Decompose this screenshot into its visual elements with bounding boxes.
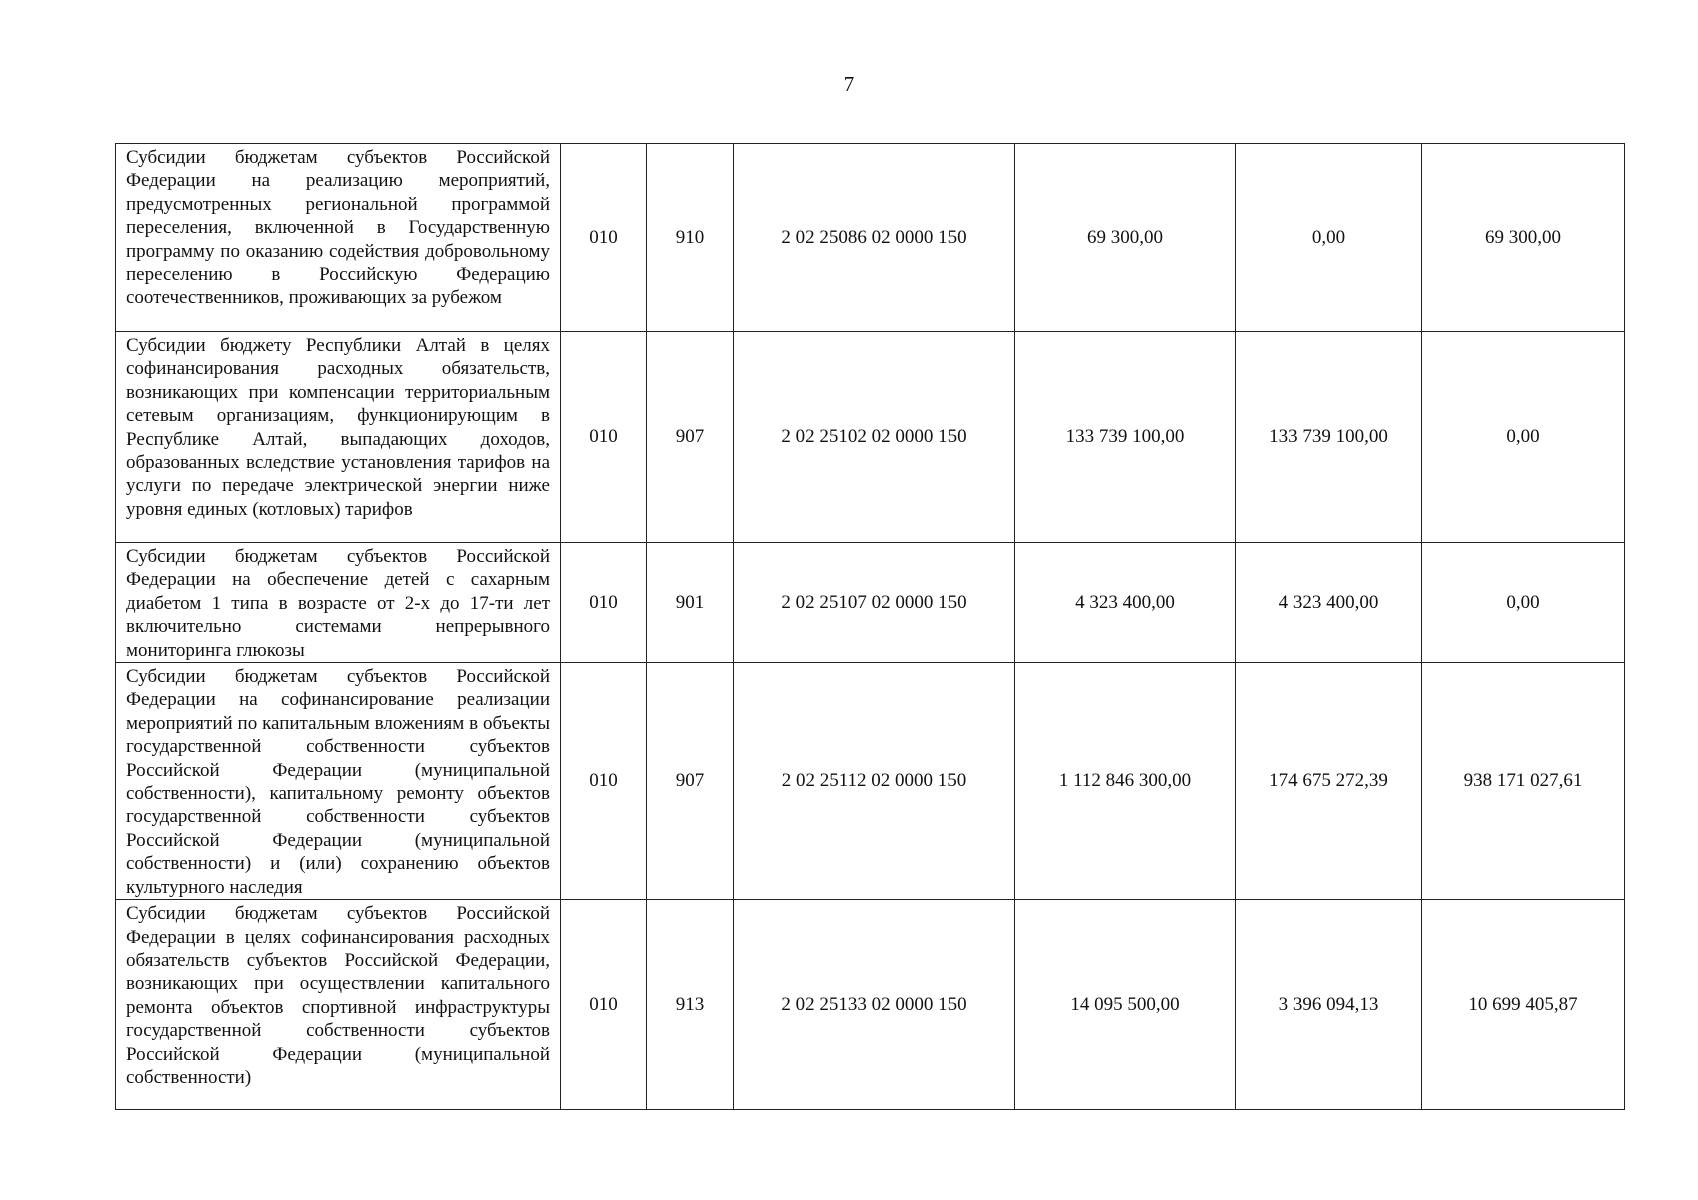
row-amount-2: 4 323 400,00 [1236,543,1422,663]
row-description: Субсидии бюджетам субъектов Российской Федерации на софинансирование реализации мероприятий по капитальным вложениям в объекты государственной собственности субъектов Российской Федерации (муниципальной собственности), капитальному ремонту объектов государственной собственности субъектов Российской Федерации (муниципальной собственности) и (или) сохранению объектов культурного наследия [116,663,561,900]
table-row [116,144,1625,332]
table-row [116,900,1625,1110]
row-amount-3: 69 300,00 [1422,144,1625,332]
row-kbk: 2 02 25112 02 0000 150 [734,663,1015,900]
row-description: Субсидии бюджетам субъектов Российской Федерации на реализацию мероприятий, предусмотренных региональной программой переселения, включенной в Государственную программу по оказанию содействия добровольному переселению в Российскую Федерацию соотечественников, проживающих за рубежом [116,144,561,332]
row-kbk: 2 02 25133 02 0000 150 [734,900,1015,1110]
row-code-1: 010 [561,900,647,1110]
row-amount-2: 174 675 272,39 [1236,663,1422,900]
row-amount-2: 133 739 100,00 [1236,332,1422,543]
table-row [116,543,1625,663]
row-amount-3: 938 171 027,61 [1422,663,1625,900]
row-amount-1: 4 323 400,00 [1015,543,1236,663]
row-amount-1: 133 739 100,00 [1015,332,1236,543]
row-description: Субсидии бюджетам субъектов Российской Федерации в целях софинансирования расходных обязательств субъектов Российской Федерации, возникающих при осуществлении капитального ремонта объектов спортивной инфраструктуры государственной собственности субъектов Российской Федерации (муниципальной собственности) [116,900,561,1110]
row-kbk: 2 02 25107 02 0000 150 [734,543,1015,663]
row-code-1: 010 [561,144,647,332]
row-kbk: 2 02 25086 02 0000 150 [734,144,1015,332]
row-code-1: 010 [561,663,647,900]
row-amount-2: 0,00 [1236,144,1422,332]
row-amount-1: 69 300,00 [1015,144,1236,332]
row-amount-1: 1 112 846 300,00 [1015,663,1236,900]
page-number: 7 [843,72,855,96]
row-code-2: 901 [647,543,734,663]
row-kbk: 2 02 25102 02 0000 150 [734,332,1015,543]
row-description: Субсидии бюджетам субъектов Российской Федерации на обеспечение детей с сахарным диабетом 1 типа в возрасте от 2-х до 17-ти лет включительно системами непрерывного мониторинга глюкозы [116,543,561,663]
table-row [116,663,1625,900]
table-row [116,332,1625,543]
row-code-2: 907 [647,332,734,543]
row-description: Субсидии бюджету Республики Алтай в целях софинансирования расходных обязательств, возникающих при компенсации территориальным сетевым организациям, функционирующим в Республике Алтай, выпадающих доходов, образованных вследствие установления тарифов на услуги по передаче электрической энергии ниже уровня единых (котловых) тарифов [116,332,561,543]
row-amount-3: 10 699 405,87 [1422,900,1625,1110]
row-amount-3: 0,00 [1422,332,1625,543]
budget-table [115,143,1625,1110]
row-code-2: 910 [647,144,734,332]
row-code-1: 010 [561,543,647,663]
row-amount-3: 0,00 [1422,543,1625,663]
row-amount-2: 3 396 094,13 [1236,900,1422,1110]
row-code-2: 913 [647,900,734,1110]
row-code-2: 907 [647,663,734,900]
row-code-1: 010 [561,332,647,543]
row-amount-1: 14 095 500,00 [1015,900,1236,1110]
